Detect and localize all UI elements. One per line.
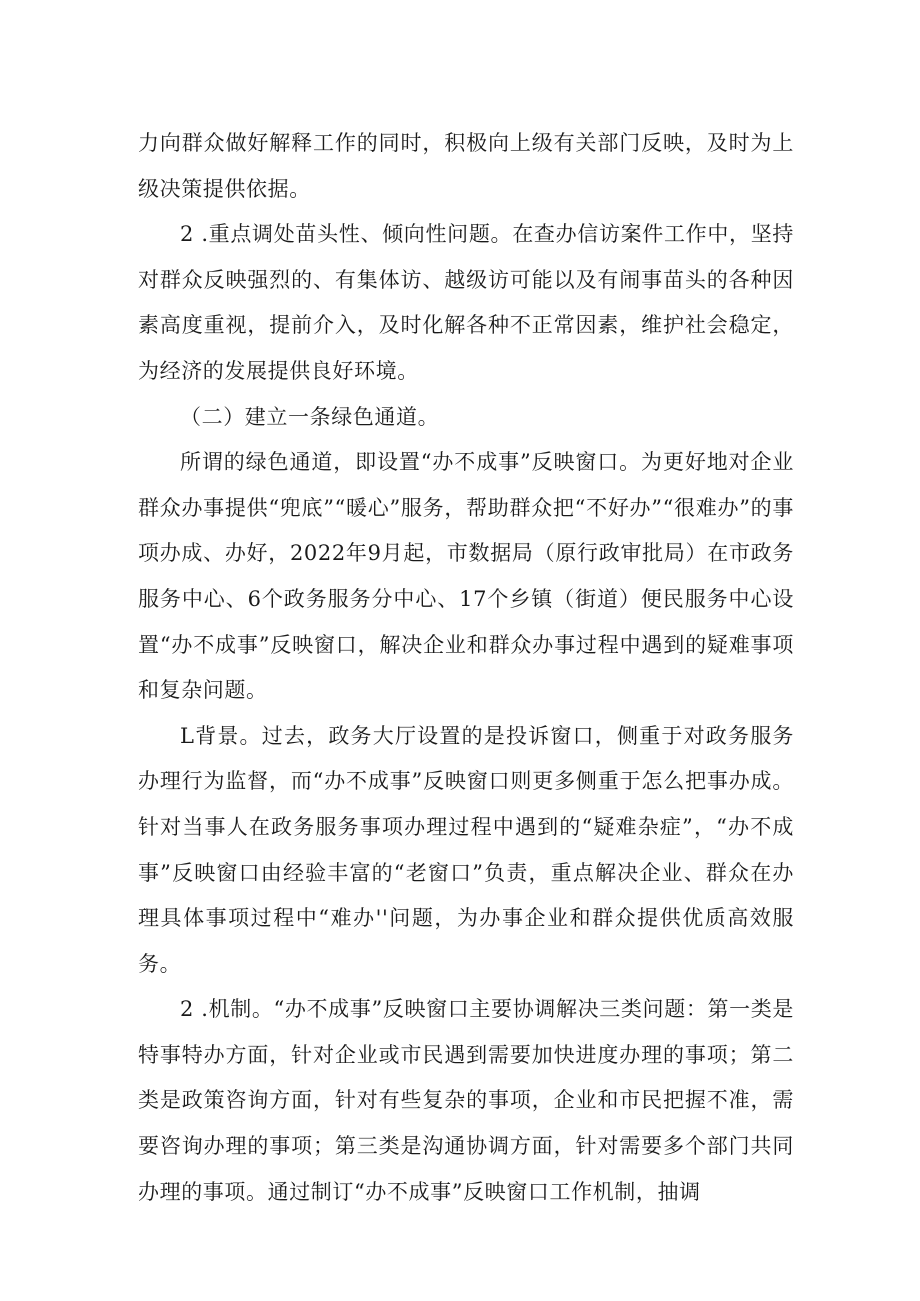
document-body (138, 121, 794, 1215)
paragraph-item-2-hotspots: 2 .重点调处苗头性、倾向性问题。在查办信访案件工作中，坚持对群众反映强烈的、有集体访、越级访可能以及有闹事苗头的各种因素高度重视，提前介入，及时化解各种不正常因素，维护社会稳定，为经济的发展提供良好环境。 (138, 222, 794, 383)
paragraph-continuation: 力向群众做好解释工作的同时，积极向上级有关部门反映，及时为上级决策提供依据。 (138, 131, 794, 201)
paragraph-mechanism: 2 .机制。“办不成事”反映窗口主要协调解决三类问题：第一类是特事特办方面，针对企业或市民遇到需要加快进度办理的事项；第二类是政策咨询方面，针对有些复杂的事项，企业和市民把握不准，需要咨询办理的事项；第三类是沟通协调方面，针对需要多个部门共同办理的事项。通过制订“办不成事”反映窗口工作机制，抽调 (138, 997, 794, 1204)
section-heading-green-channel: （二）建立一条绿色通道。 (180, 404, 440, 429)
paragraph-background: L背景。过去，政务大厅设置的是投诉窗口，侧重于对政务服务办理行为监督，而“办不成事”反映窗口则更多侧重于怎么把事办成。针对当事人在政务服务事项办理过程中遇到的“疑难杂症”，“办不成事”反映窗口由经验丰富的“老窗口”负责，重点解决企业、群众在办理具体事项过程中“难办''问题，为办事企业和群众提供优质高效服务。 (138, 723, 794, 976)
paragraph-green-channel-intro: 所谓的绿色通道，即设置“办不成事”反映窗口。为更好地对企业群众办事提供“兜底”“暖心”服务，帮助群众把“不好办”“很难办”的事项办成、办好，2022年9月起，市数据局（原行政审批局）在市政务服务中心、6个政务服务分中心、17个乡镇（街道）便民服务中心设置“办不成事”反映窗口，解决企业和群众办事过程中遇到的疑难事项和复杂问题。 (138, 450, 794, 703)
